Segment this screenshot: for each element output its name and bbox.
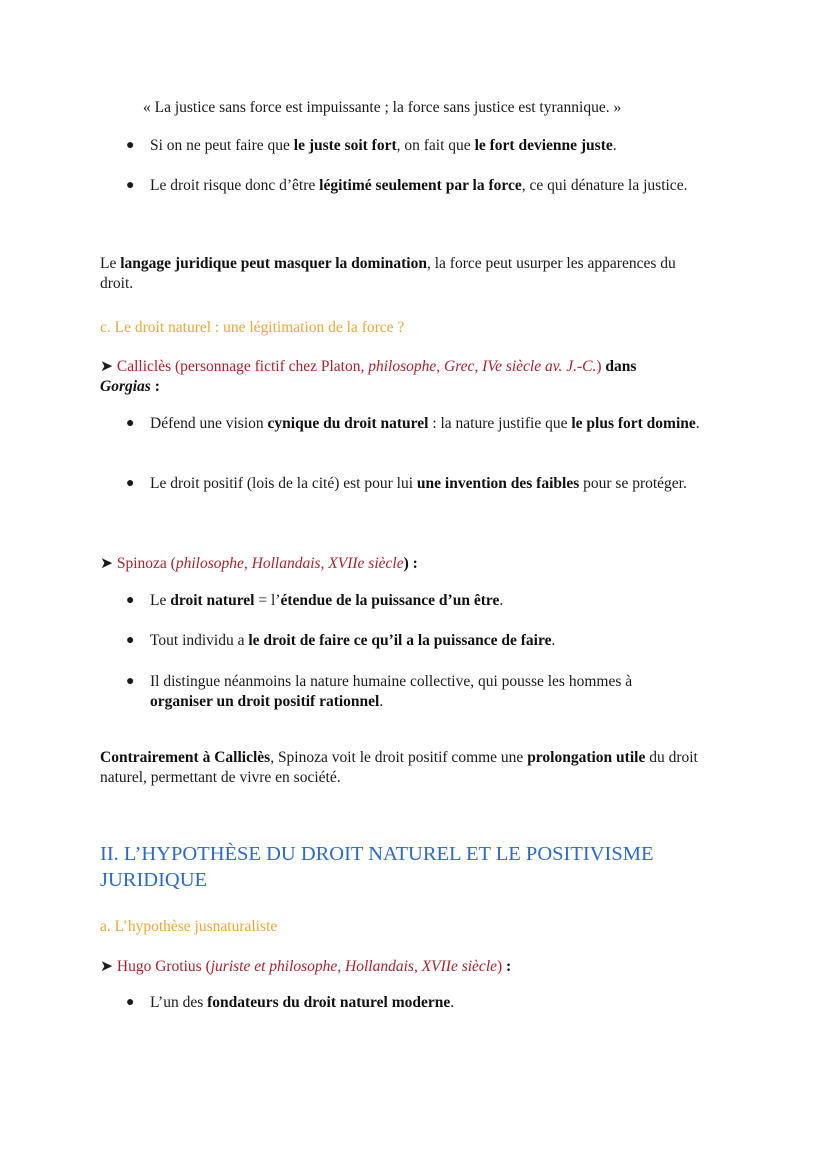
arrow-icon: ➤: [100, 555, 113, 572]
bullet-icon: ●: [126, 476, 135, 491]
author-spinoza: ➤ Spinoza (philosophe, Hollandais, XVIIe siècle) :: [100, 555, 418, 572]
bullet-icon: ●: [126, 138, 135, 153]
bullet-icon: ●: [126, 674, 135, 689]
bullet-icon: ●: [126, 178, 135, 193]
bullet-icon: ●: [126, 593, 135, 608]
author-grotius: ➤ Hugo Grotius (juriste et philosophe, Hollandais, XVIIe siècle) :: [100, 958, 512, 975]
subheading-a: a. L’hypothèse jusnaturaliste: [100, 918, 278, 935]
quote: « La justice sans force est impuissante ; la force sans justice est tyrannique. »: [143, 99, 622, 116]
bullet-icon: ●: [126, 995, 135, 1010]
paragraph: Le langage juridique peut masquer la domination, la force peut usurper les apparences du droit.: [100, 255, 676, 292]
arrow-icon: ➤: [100, 358, 113, 375]
section-heading: II. L’HYPOTHÈSE DU DROIT NATUREL ET LE POSITIVISME JURIDIQUE: [100, 843, 654, 891]
arrow-icon: ➤: [100, 958, 113, 975]
bullet-icon: ●: [126, 633, 135, 648]
author-callicles: ➤ Calliclès (personnage fictif chez Platon, philosophe, Grec, IVe siècle av. J.-C.) dans Gorgias :: [100, 358, 637, 395]
subheading-c: c. Le droit naturel : une légitimation de la force ?: [100, 319, 405, 336]
document-page: « La justice sans force est impuissante ; la force sans justice est tyrannique. » ● Si on ne peut faire que le juste soit fort, on fait que le fort devienne juste. ● Le droit risque donc d’être légitimé seulement par la force, ce qui dénature la justice. Le langage juridique peut masquer la domination, la force peut usurper les apparences du droit. c. Le droit naturel : une légitimation de la force ? ➤ Calliclès (personnage fictif chez Platon, philosophe, Grec, IVe siècle av. J.-C.) dans Gorgias : ● Défend une vision cynique du droit naturel : la nature justifie que le plus fort domine. ● Le droit positif (lois de la cité) est pour lui une invention des faibles pour se protéger. ➤ Spinoza (philosophe, Hollandais, XVIIe siècle) : ● Le droit naturel = l’étendue de la puissance d’un être. ● Tout individu a le droit de faire ce qu’il a la puissance de faire. ● Il distingue néanmoins la nature humaine collective, qui pousse les hommes à organiser un droit positif rationnel. Contrairement à Calliclès, Spinoza voit le droit positif comme une prolongation utile du droit naturel, permettant de vivre en société. II. L’HYPOTHÈSE DU DROIT NATUREL ET LE POSITIVISME JURIDIQUE a. L’hypothèse jusnaturaliste ➤ Hugo Grotius (juriste et philosophe, Hollandais, XVIIe siècle) : ● L’un des fondateurs du droit naturel moderne.: [0, 0, 828, 1169]
bullet-icon: ●: [126, 416, 135, 431]
paragraph: Contrairement à Calliclès, Spinoza voit le droit positif comme une prolongation utile du droit naturel, permettant de vivre en société.: [100, 749, 698, 786]
